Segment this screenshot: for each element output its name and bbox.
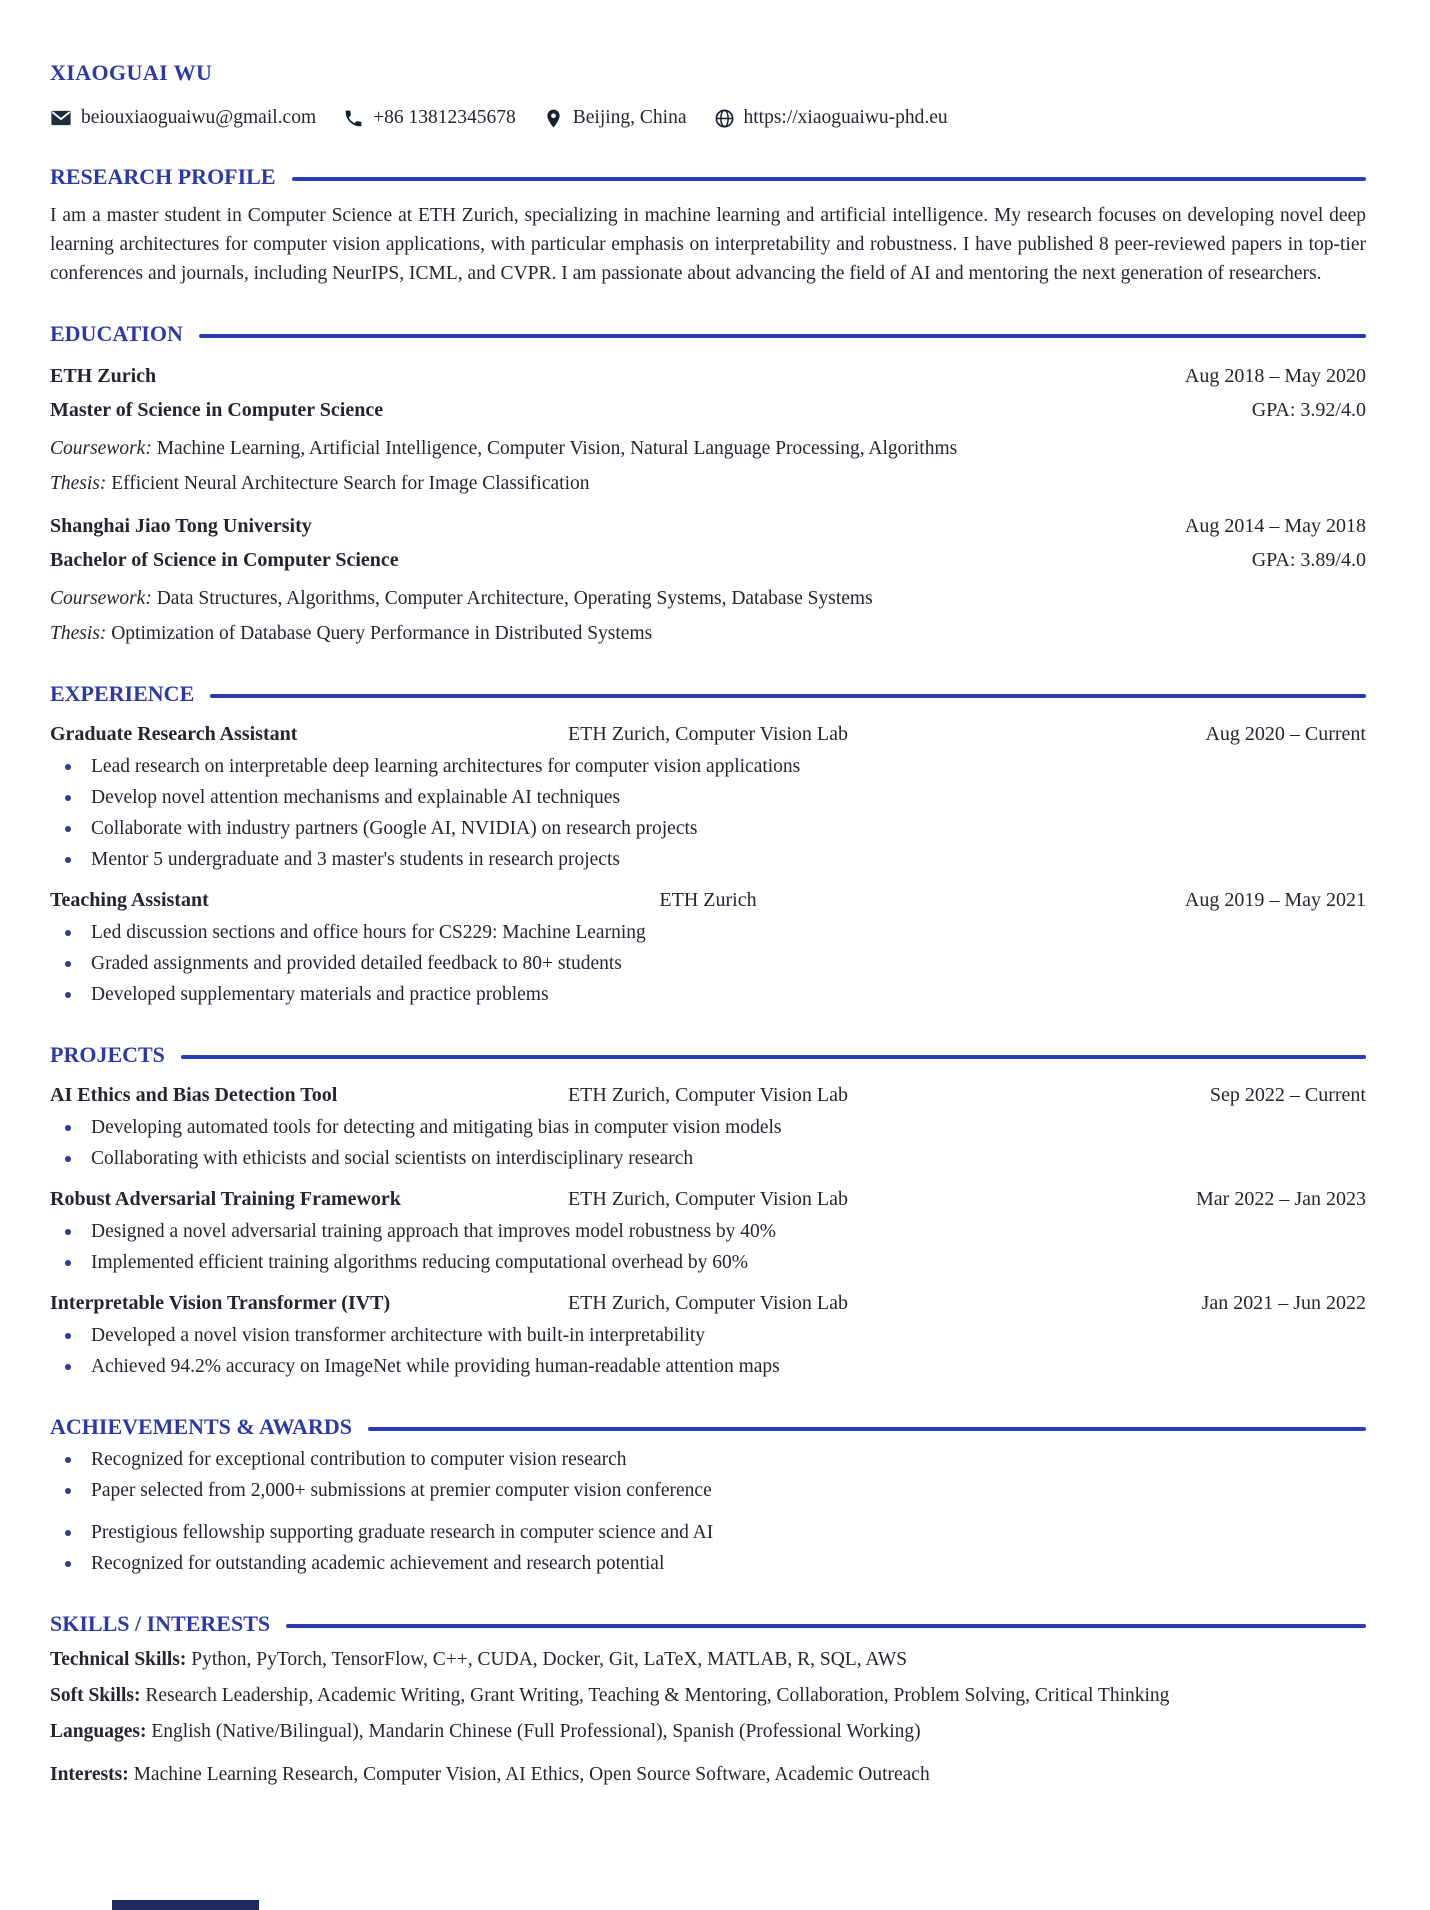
education-entry	[50, 512, 1366, 648]
bullet-item: Developed supplementary materials and practice problems	[50, 981, 1366, 1009]
coursework-line	[50, 435, 1366, 463]
degree-name: Master of Science in Computer Science	[50, 399, 384, 421]
bullet-list	[50, 1446, 1366, 1505]
bullet-list	[50, 1519, 1366, 1578]
heading-rule	[199, 334, 1366, 338]
bullet-item: Led discussion sections and office hours for CS229: Machine Learning	[50, 919, 1366, 947]
job-title: Graduate Research Assistant	[50, 723, 298, 745]
experience-entry	[50, 720, 1366, 874]
profile-paragraph: I am a master student in Computer Science at ETH Zurich, specializing in machine learning and artificial intelligence. My research focuses on developing novel deep learning architectures for computer vision applications, with particular emphasis on interpretability and robustness. I have published 8 peer-reviewed papers in top-tier conferences and journals, including NeurIPS, ICML, and CVPR. I am passionate about advancing the field of AI and mentoring the next generation of researchers.	[50, 205, 1366, 284]
bullet-item: Graded assignments and provided detailed feedback to 80+ students	[50, 950, 1366, 978]
section-title: ACHIEVEMENTS & AWARDS	[50, 1414, 352, 1439]
experience-entry	[50, 886, 1366, 1009]
organization: ETH Zurich	[659, 889, 757, 911]
section-projects	[50, 1041, 1366, 1381]
section-title: PROJECTS	[50, 1042, 165, 1067]
bullet-item: Developed a novel vision transformer architecture with built-in interpretability	[50, 1322, 1366, 1350]
skills-row-languages	[50, 1718, 1366, 1746]
coursework-line	[50, 585, 1366, 613]
bullet-item: Collaborate with industry partners (Google AI, NVIDIA) on research projects	[50, 815, 1366, 843]
thesis-label: Thesis:	[50, 623, 107, 644]
date-range: Jan 2021 – Jun 2022	[1201, 1292, 1366, 1314]
section-heading	[50, 1610, 1366, 1638]
bullet-item: Prestigious fellowship supporting graduate research in computer science and AI	[50, 1519, 1366, 1547]
degree-name: Bachelor of Science in Computer Science	[50, 549, 399, 571]
section-title: EDUCATION	[50, 321, 183, 346]
bullet-item: Designed a novel adversarial training approach that improves model robustness by 40%	[50, 1218, 1366, 1246]
page-bottom-artifact	[112, 1900, 259, 1910]
organization: ETH Zurich, Computer Vision Lab	[567, 1292, 849, 1314]
envelope-icon	[50, 107, 72, 129]
contact-location	[543, 105, 687, 131]
education-entry	[50, 362, 1366, 498]
skills-row-soft	[50, 1682, 1366, 1710]
date-range: Sep 2022 – Current	[1209, 1084, 1366, 1106]
candidate-name: XIAOGUAI WU	[50, 60, 213, 85]
bullet-item: Recognized for outstanding academic achievement and research potential	[50, 1550, 1366, 1578]
bullet-item: Mentor 5 undergraduate and 3 master's students in research projects	[50, 846, 1366, 874]
date-range: Mar 2022 – Jan 2023	[1196, 1188, 1366, 1210]
date-range: Aug 2014 – May 2018	[1184, 515, 1366, 537]
contact-website-text: https://xiaoguaiwu-phd.eu	[743, 107, 948, 128]
bullet-item: Implemented efficient training algorithms reducing computational overhead by 60%	[50, 1249, 1366, 1277]
contact-row	[50, 105, 1366, 131]
bullet-item: Achieved 94.2% accuracy on ImageNet while providing human-readable attention maps	[50, 1353, 1366, 1381]
project-title: Robust Adversarial Training Framework	[50, 1188, 401, 1210]
skills-text: Machine Learning Research, Computer Vision, AI Ethics, Open Source Software, Academic Outreach	[133, 1764, 930, 1785]
job-title: Teaching Assistant	[50, 889, 209, 911]
bullet-list	[50, 1218, 1366, 1277]
coursework-label: Coursework:	[50, 438, 152, 459]
bullet-list	[50, 919, 1366, 1009]
bullet-list	[50, 1322, 1366, 1381]
organization: ETH Zurich, Computer Vision Lab	[567, 723, 849, 745]
bullet-item: Recognized for exceptional contribution to computer vision research	[50, 1446, 1366, 1474]
entry-header-row	[50, 886, 1366, 914]
skills-label: Languages:	[50, 1721, 147, 1742]
organization: ETH Zurich, Computer Vision Lab	[567, 1188, 849, 1210]
skills-text: Python, PyTorch, TensorFlow, C++, CUDA, Docker, Git, LaTeX, MATLAB, R, SQL, AWS	[191, 1649, 908, 1670]
section-title: SKILLS / INTERESTS	[50, 1611, 271, 1636]
section-heading	[50, 163, 1366, 191]
section-heading	[50, 1041, 1366, 1069]
entry-header-row	[50, 1185, 1366, 1213]
project-entry	[50, 1289, 1366, 1381]
project-title: AI Ethics and Bias Detection Tool	[50, 1084, 338, 1106]
project-entry	[50, 1185, 1366, 1277]
heading-rule	[368, 1427, 1366, 1431]
skills-label: Technical Skills:	[50, 1649, 187, 1670]
thesis-line	[50, 620, 1366, 648]
skills-label: Interests:	[50, 1764, 129, 1785]
coursework-text: Machine Learning, Artificial Intelligence, Computer Vision, Natural Language Processing, Algorithms	[156, 438, 958, 459]
education-degree-row	[50, 546, 1366, 574]
section-experience	[50, 680, 1366, 1009]
contact-website[interactable]	[714, 105, 948, 131]
date-range: Aug 2018 – May 2020	[1184, 365, 1366, 387]
achievement-group	[50, 1519, 1366, 1578]
section-heading	[50, 680, 1366, 708]
education-degree-row	[50, 396, 1366, 424]
heading-rule	[286, 1624, 1366, 1628]
skills-text: Research Leadership, Academic Writing, Grant Writing, Teaching & Mentoring, Collaboration, Problem Solving, Critical Thinking	[145, 1685, 1170, 1706]
school-name: ETH Zurich	[50, 365, 157, 387]
skills-body	[50, 1646, 1366, 1789]
thesis-line	[50, 470, 1366, 498]
date-range: Aug 2019 – May 2021	[1184, 889, 1366, 911]
thesis-text: Efficient Neural Architecture Search for Image Classification	[111, 473, 590, 494]
entry-header-row	[50, 1081, 1366, 1109]
school-name: Shanghai Jiao Tong University	[50, 515, 312, 537]
education-header-row	[50, 362, 1366, 390]
bullet-item: Develop novel attention mechanisms and explainable AI techniques	[50, 784, 1366, 812]
organization: ETH Zurich, Computer Vision Lab	[567, 1084, 849, 1106]
entry-header-row	[50, 720, 1366, 748]
bullet-item: Paper selected from 2,000+ submissions at premier computer vision conference	[50, 1477, 1366, 1505]
section-skills	[50, 1610, 1366, 1789]
bullet-list	[50, 753, 1366, 874]
project-entry	[50, 1081, 1366, 1173]
section-research-profile	[50, 163, 1366, 288]
project-title: Interpretable Vision Transformer (IVT)	[50, 1292, 391, 1314]
bullet-item: Developing automated tools for detecting and mitigating bias in computer vision models	[50, 1114, 1366, 1142]
phone-icon	[343, 108, 364, 129]
skills-row-technical	[50, 1646, 1366, 1674]
thesis-text: Optimization of Database Query Performance in Distributed Systems	[111, 623, 653, 644]
location-icon	[543, 108, 564, 129]
achievement-group	[50, 1446, 1366, 1505]
globe-icon	[714, 108, 735, 129]
skills-row-interests	[50, 1761, 1366, 1789]
contact-phone-text: +86 13812345678	[373, 107, 516, 128]
date-range: Aug 2020 – Current	[1205, 723, 1366, 745]
gpa-value: GPA: 3.92/4.0	[1251, 399, 1366, 421]
section-education	[50, 320, 1366, 648]
gpa-value: GPA: 3.89/4.0	[1251, 549, 1366, 571]
heading-rule	[210, 694, 1366, 698]
section-achievements	[50, 1413, 1366, 1578]
coursework-text: Data Structures, Algorithms, Computer Architecture, Operating Systems, Database Systems	[156, 588, 873, 609]
bullet-item: Collaborating with ethicists and social scientists on interdisciplinary research	[50, 1145, 1366, 1173]
skills-label: Soft Skills:	[50, 1685, 141, 1706]
skills-text: English (Native/Bilingual), Mandarin Chinese (Full Professional), Spanish (Professional Working)	[151, 1721, 921, 1742]
contact-email-text: beiouxiaoguaiwu@gmail.com	[81, 107, 317, 128]
thesis-label: Thesis:	[50, 473, 107, 494]
heading-rule	[292, 177, 1366, 181]
entry-header-row	[50, 1289, 1366, 1317]
bullet-list	[50, 1114, 1366, 1173]
section-heading	[50, 320, 1366, 348]
section-heading	[50, 1413, 1366, 1441]
contact-location-text: Beijing, China	[572, 107, 687, 128]
heading-rule	[181, 1055, 1366, 1059]
section-title: EXPERIENCE	[50, 681, 195, 706]
contact-email[interactable]	[50, 105, 316, 131]
section-title: RESEARCH PROFILE	[50, 164, 276, 189]
bullet-item: Lead research on interpretable deep learning architectures for computer vision applications	[50, 753, 1366, 781]
education-header-row	[50, 512, 1366, 540]
contact-phone[interactable]	[343, 105, 516, 131]
coursework-label: Coursework:	[50, 588, 152, 609]
